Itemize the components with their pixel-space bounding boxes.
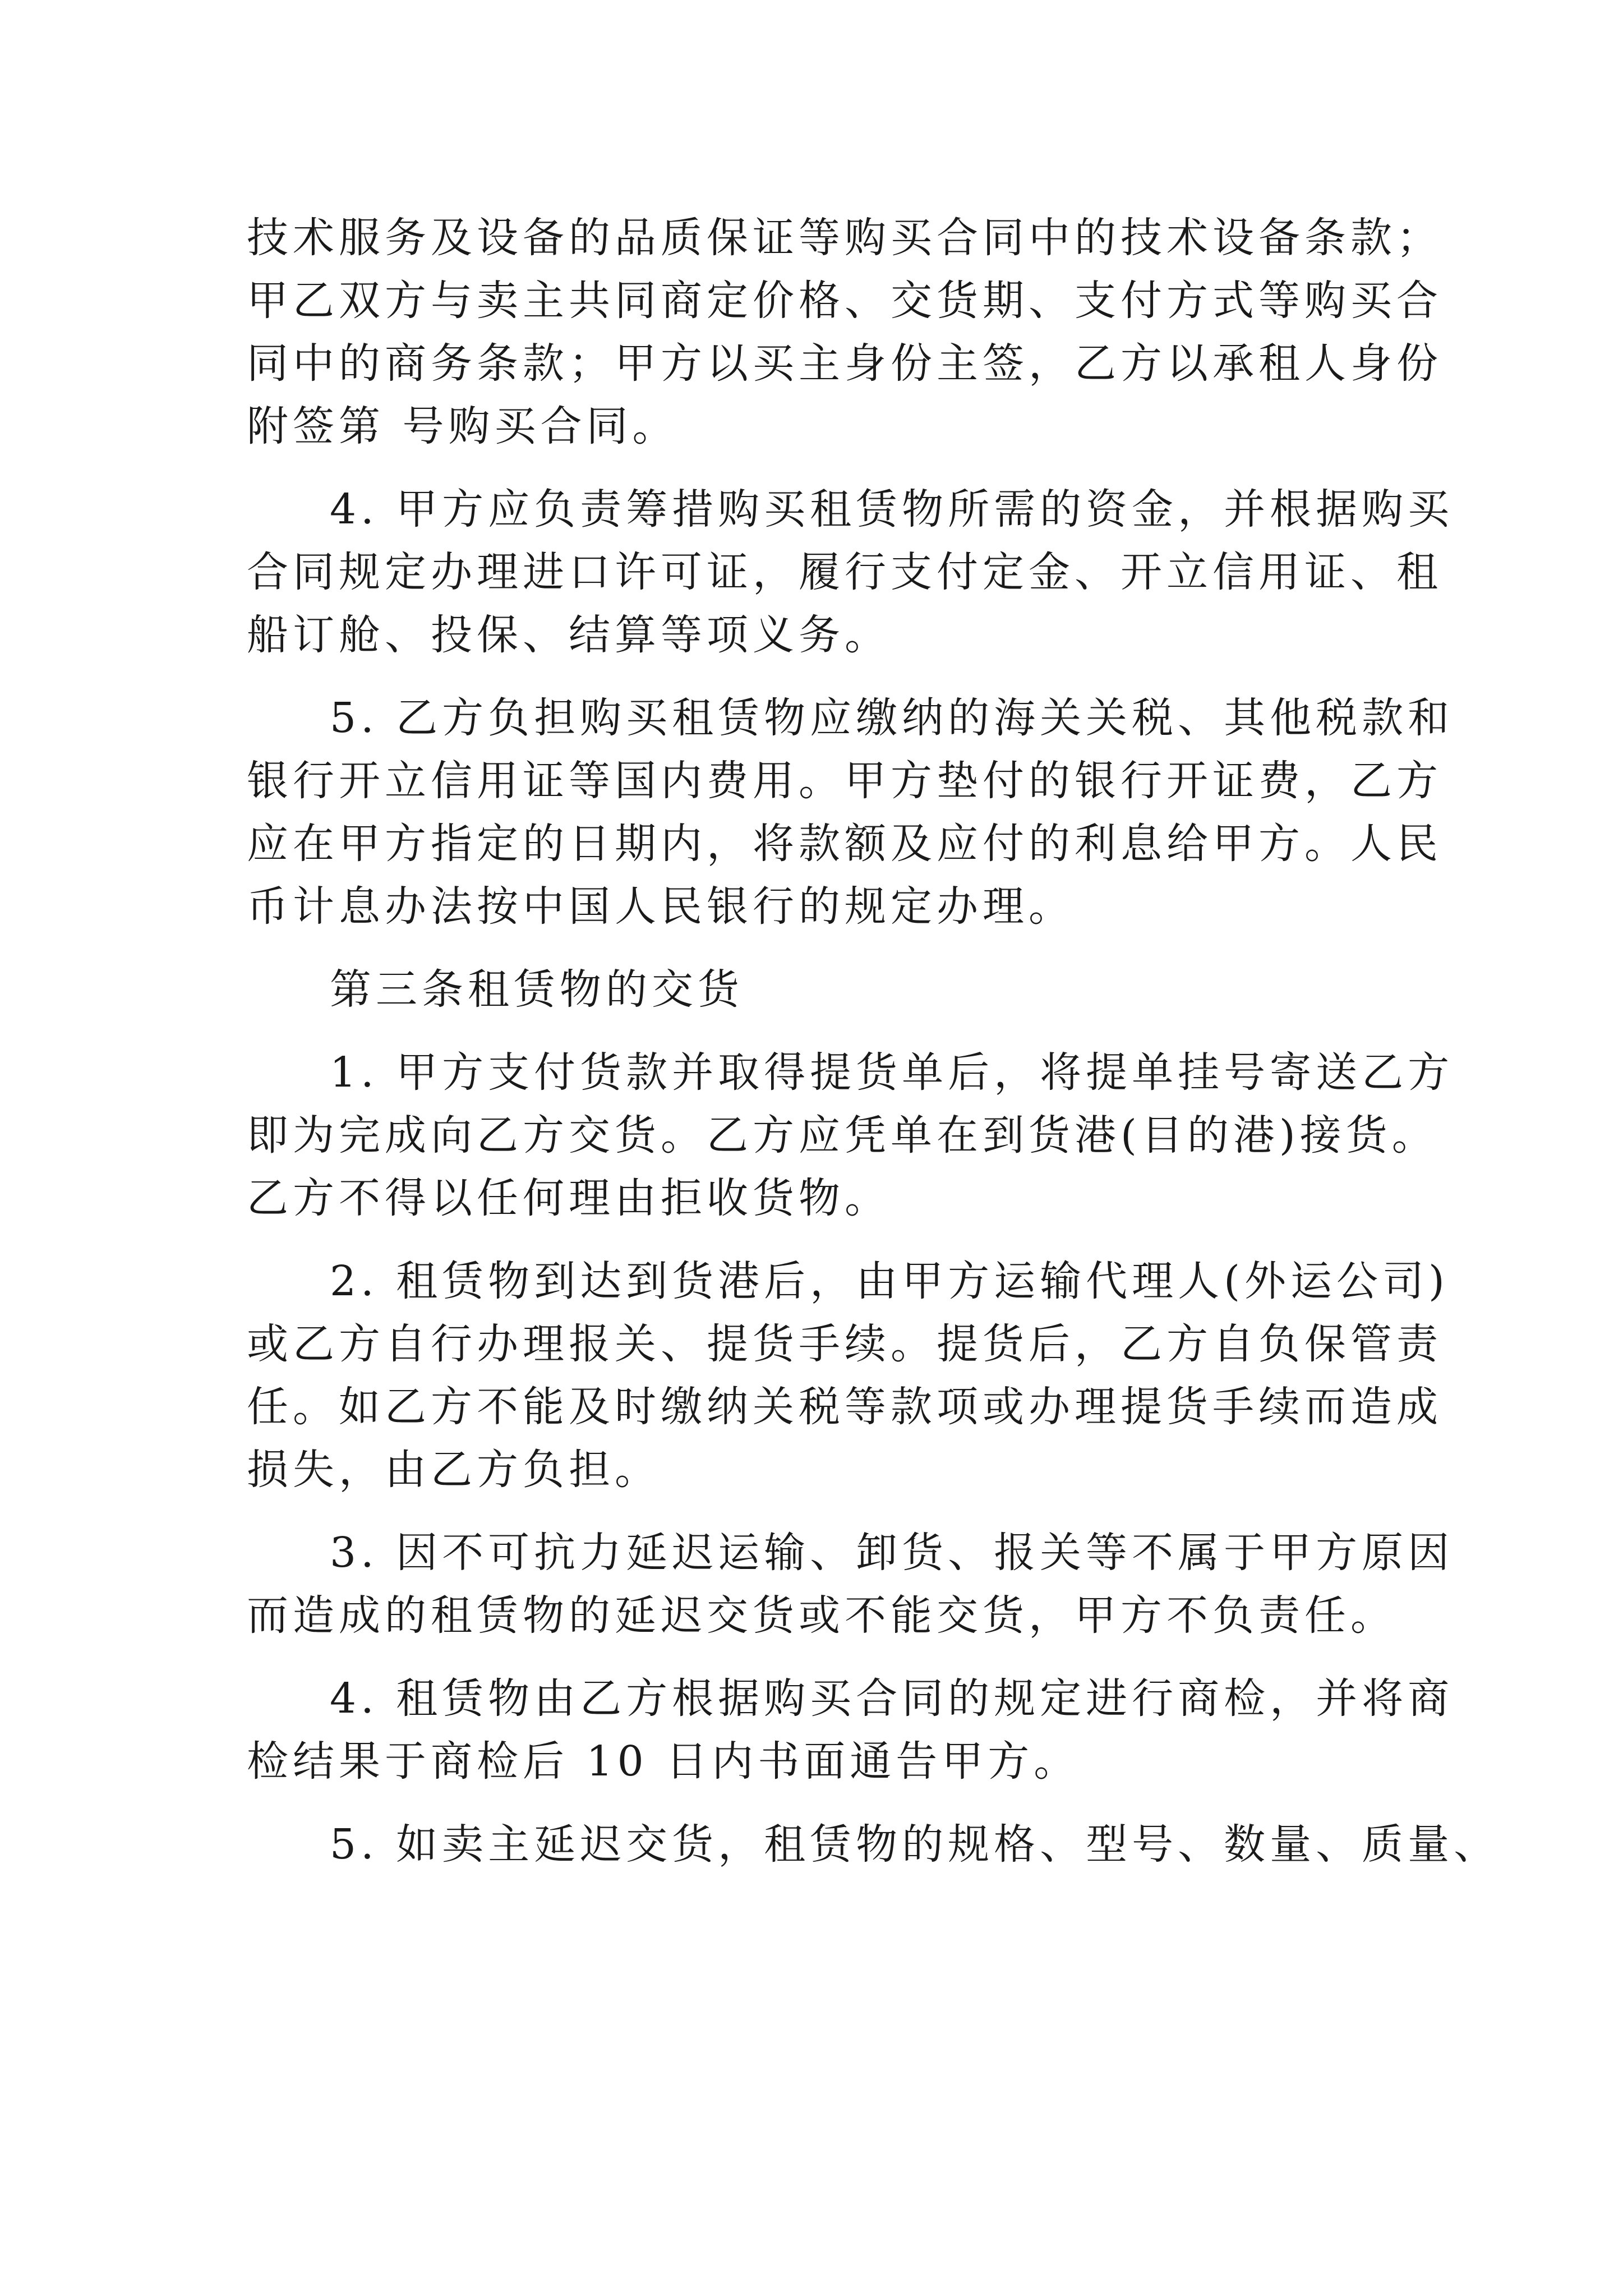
text-line: 或乙方自行办理报关、提货手续。提货后，乙方自负保管责 bbox=[247, 1320, 1442, 1368]
text-line: 币计息办法按中国人民银行的规定办理。 bbox=[247, 882, 1075, 931]
text-line: 损失，由乙方负担。 bbox=[247, 1446, 661, 1494]
text-line: 船订舱、投保、结算等项义务。 bbox=[247, 611, 891, 659]
text-line: 乙方不得以任何理由拒收货物。 bbox=[247, 1174, 891, 1222]
text-line: 3. 因不可抗力延迟运输、卸货、报关等不属于甲方原因 bbox=[330, 1529, 1454, 1577]
text-line: 即为完成向乙方交货。乙方应凭单在到货港(目的港)接货。 bbox=[247, 1111, 1438, 1159]
text-line: 而造成的租赁物的延迟交货或不能交货，甲方不负责任。 bbox=[247, 1591, 1396, 1640]
paragraph-delivery-3 bbox=[247, 1521, 1454, 1647]
text-line: 甲乙双方与卖主共同商定价格、交货期、支付方式等购买合 bbox=[247, 277, 1442, 325]
text-line: 检结果于商检后 10 日内书面通告甲方。 bbox=[247, 1737, 1080, 1786]
paragraph-delivery-4 bbox=[247, 1667, 1454, 1793]
paragraph-item-4-funding bbox=[247, 478, 1454, 666]
paragraph-delivery-1 bbox=[247, 1041, 1454, 1230]
text-line: 2. 租赁物到达到货港后，由甲方运输代理人(外运公司) bbox=[330, 1257, 1449, 1305]
text-line: 银行开立信用证等国内费用。甲方垫付的银行开证费，乙方 bbox=[247, 757, 1442, 805]
text-line: 任。如乙方不能及时缴纳关税等款项或办理提货手续而造成 bbox=[247, 1383, 1442, 1431]
text-line: 4. 甲方应负责筹措购买租赁物所需的资金，并根据购买 bbox=[330, 485, 1454, 533]
paragraph-item-5-taxes bbox=[247, 687, 1454, 938]
text-line: 应在甲方指定的日期内，将款额及应付的利息给甲方。人民 bbox=[247, 820, 1442, 868]
paragraph-equipment-terms bbox=[247, 206, 1442, 458]
text-line: 技术服务及设备的品质保证等购买合同中的技术设备条款； bbox=[247, 214, 1442, 262]
paragraph-delivery-2 bbox=[247, 1250, 1449, 1501]
section-heading-article-3 bbox=[247, 958, 1385, 1021]
text-line: 合同规定办理进口许可证，履行支付定金、开立信用证、租 bbox=[247, 548, 1442, 596]
paragraph-delivery-5 bbox=[247, 1813, 1500, 1876]
text-line: 附签第 号购买合同。 bbox=[247, 402, 679, 450]
text-line: 5. 乙方负担购买租赁物应缴纳的海关关税、其他税款和 bbox=[330, 694, 1454, 742]
document-body bbox=[247, 206, 1500, 1876]
text-line: 5. 如卖主延迟交货，租赁物的规格、型号、数量、质量、 bbox=[330, 1820, 1500, 1869]
text-line: 同中的商务条款；甲方以买主身份主签，乙方以承租人身份 bbox=[247, 339, 1442, 388]
text-line: 1. 甲方支付货款并取得提货单后，将提单挂号寄送乙方 bbox=[330, 1048, 1454, 1097]
section-heading: 第三条租赁物的交货 bbox=[330, 965, 744, 1014]
text-line: 4. 租赁物由乙方根据购买合同的规定进行商检，并将商 bbox=[330, 1674, 1454, 1723]
